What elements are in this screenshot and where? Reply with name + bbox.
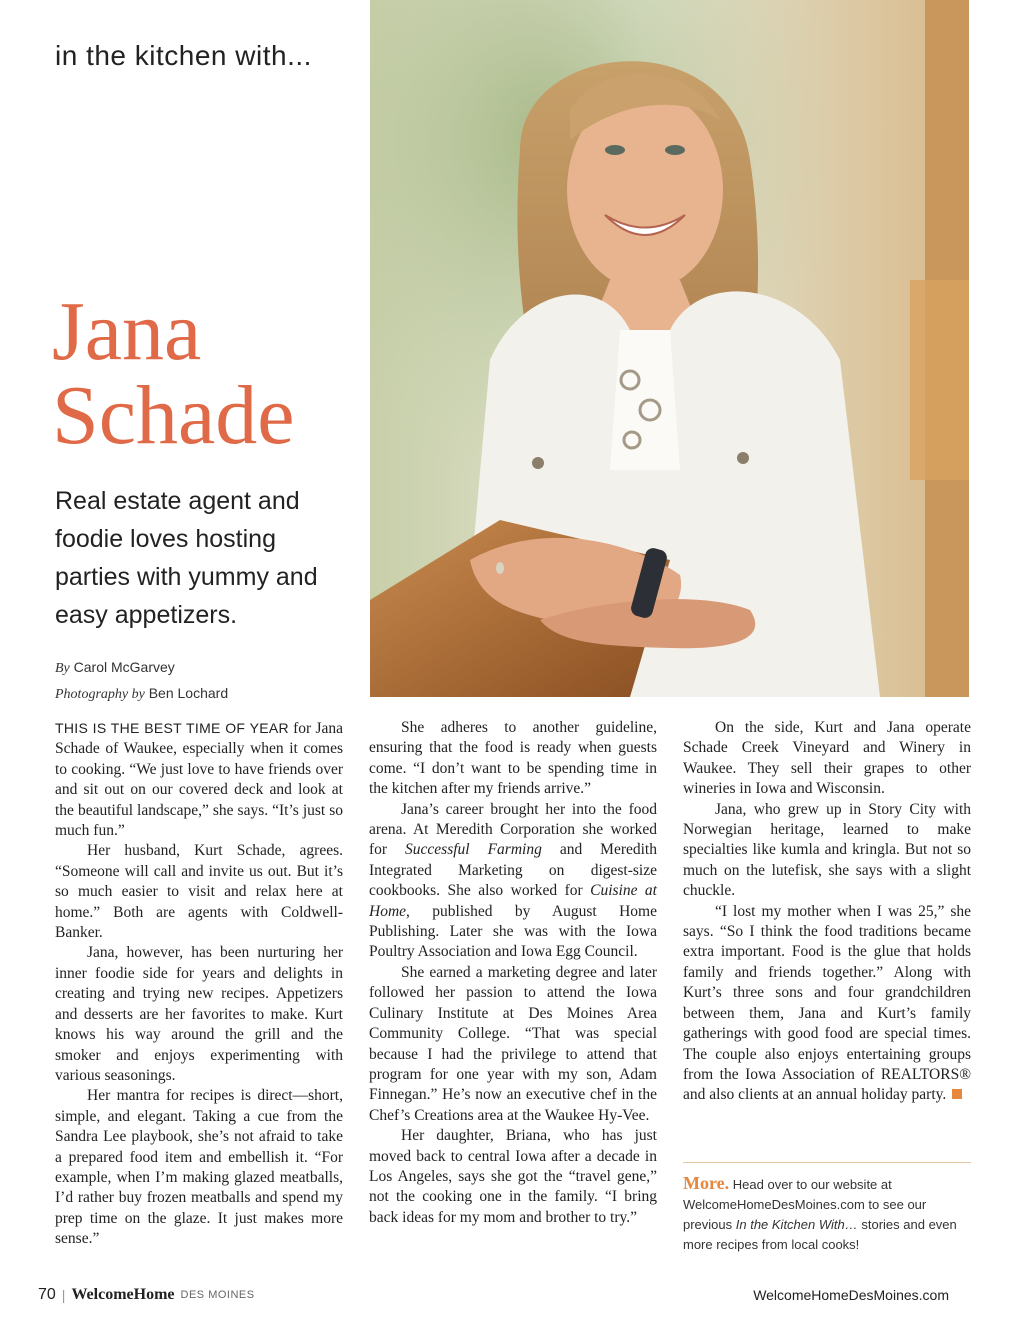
- paragraph: [369, 800, 657, 963]
- article-column-2: [369, 718, 657, 1228]
- paragraph: Her mantra for recipes is direct—short, simple, and elegant. Taking a cue from the Sandra Lee playbook, she’s not afraid to take a prepared food item and embellish it. “For example, when I’m making glazed meatballs, I’d rather buy frozen meatballs and spend my prep time on the glaze. It just makes more sense.”: [55, 1087, 343, 1248]
- paragraph-text: Jana’s career brought her into the food arena. At Meredith Corporation she worked for: [369, 800, 657, 859]
- article-subtitle: Real estate agent and foodie loves hosting parties with yummy and easy appetizers.: [55, 487, 318, 629]
- paragraph: [683, 902, 971, 1106]
- paragraph-text: for Jana Schade of Waukee, especially when it comes to cooking. “We just love to have friends over and sit out on our covered deck and look at the beautiful landscape,” she says. “It’s just so much fun.”: [55, 720, 343, 840]
- portrait-photo: [370, 0, 969, 697]
- title-first-name: Jana: [52, 285, 202, 378]
- footer-left: [38, 1286, 255, 1304]
- lead-in-caps: THIS IS THE BEST TIME OF YEAR: [55, 720, 289, 736]
- more-info-box: [683, 1162, 971, 1255]
- article-title: [52, 285, 372, 462]
- paragraph: Her husband, Kurt Schade, agrees. “Someone will call and invite us out. But it’s so much easier to visit and relax here at home.” Both are agents with Coldwell-Banker.: [55, 842, 343, 942]
- paragraph: She adheres to another guideline, ensuring that the food is ready when guests come. “I don’t want to be spending time in the kitchen after my friends arrive.”: [369, 719, 657, 798]
- paragraph-text: and Meredith Integrated Marketing on digest-size cookbooks. She also worked for: [369, 841, 657, 900]
- photo-credit-name: Ben Lochard: [148, 685, 229, 701]
- byline-prefix: By: [55, 661, 70, 676]
- paragraph: On the side, Kurt and Jana operate Schade Creek Vineyard and Winery in Waukee. They sell their grapes to other wineries in Iowa and Wisconsin.: [683, 719, 971, 798]
- footer-website-link[interactable]: WelcomeHomeDesMoines.com: [753, 1287, 949, 1303]
- publication-title: Cuisine at Home: [369, 882, 657, 920]
- more-series-title: In the Kitchen With…: [735, 1217, 858, 1232]
- paragraph: [55, 718, 343, 841]
- page-footer: [38, 1284, 949, 1306]
- end-of-article-square-icon: [952, 1089, 962, 1099]
- section-label: in the kitchen with...: [55, 40, 312, 71]
- credits: [55, 655, 228, 707]
- more-text: stories and even more recipes from local cooks!: [683, 1217, 957, 1252]
- photo-credit-prefix: Photography by: [55, 687, 145, 702]
- byline: [55, 655, 228, 681]
- publication-title: Successful Farming: [405, 841, 542, 859]
- paragraph: Jana, however, has been nurturing her inner foodie side for years and delights in creating and trying new recipes. Appetizers and desserts are her favorites to make. Kurt knows his way around the grill and the smoker and enjoys experimenting with various seasonings.: [55, 944, 343, 1084]
- title-last-name: Schade: [52, 369, 295, 462]
- paragraph-text: , published by August Home Publishing. Later she was with the Iowa Poultry Association and Iowa Egg Council.: [369, 902, 657, 961]
- photo-credit: [55, 681, 228, 707]
- paragraph: She earned a marketing degree and later followed her passion to attend the Iowa Culinary Institute at Des Moines Area Community College. “That was special because I had the privilege to attend that program for one year with my son, Adam Finnegan.” He’s now an executive chef in the Chef’s Creations area at the Waukee Hy-Vee.: [369, 963, 657, 1124]
- magazine-city: DES MOINES: [180, 1289, 255, 1301]
- article-column-1: [55, 718, 343, 1250]
- more-text: Head over to our website at WelcomeHomeDesMoines.com to see our previous: [683, 1177, 927, 1232]
- footer-separator: |: [61, 1287, 66, 1303]
- byline-author: Carol McGarvey: [73, 659, 175, 675]
- magazine-name: WelcomeHome: [71, 1286, 175, 1303]
- paragraph: Jana, who grew up in Story City with Norwegian heritage, learned to make specialties like kumla and kringla. But not so much on the lutefisk, she says with a slight chuckle.: [683, 800, 971, 900]
- paragraph-text: “I lost my mother when I was 25,” she says. “So I think the food traditions became extra important. Food is the glue that holds family and friends together.” Along with Kurt’s three sons and four grandchildren between them, Jana and Kurt’s family gatherings with good food are special times. The couple also enjoys entertaining groups from the Iowa Association of REALTORS® and also clients at an annual holiday party.: [683, 902, 971, 1104]
- page-number: 70: [38, 1286, 56, 1303]
- more-label: More.: [683, 1173, 730, 1193]
- paragraph: Her daughter, Briana, who has just moved back to central Iowa after a decade in Los Angeles, says she got the “travel gene,” not the cooking one in the family. “I bring back ideas for my mom and brother to try.”: [369, 1127, 657, 1226]
- article-column-3: [683, 718, 971, 1106]
